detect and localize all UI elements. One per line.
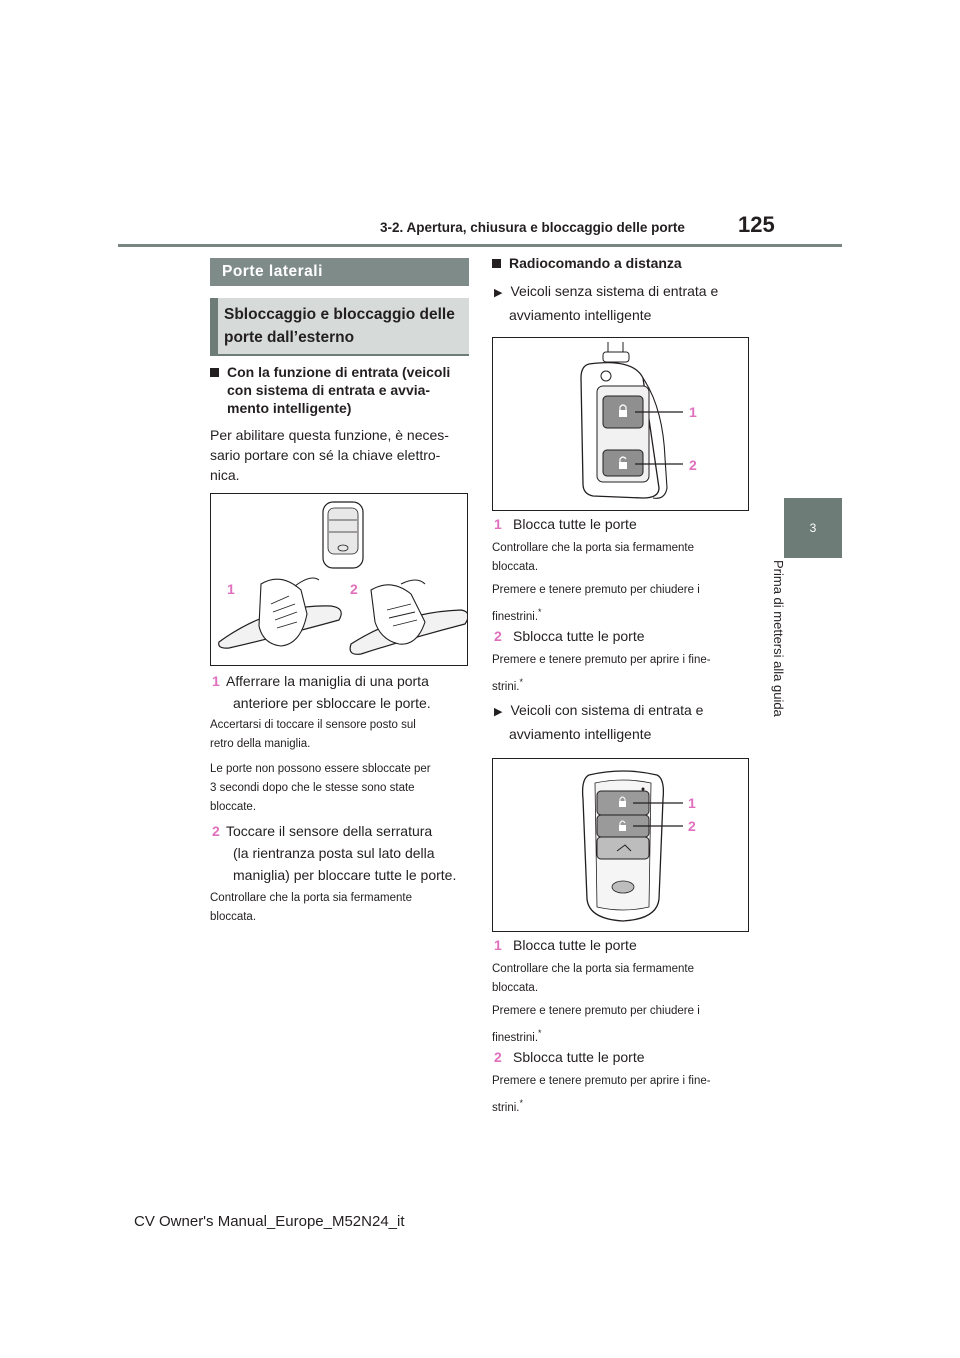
remote-a-step-1 <box>494 513 754 535</box>
sub-heading-text: Veicoli senza sistema di entrata e <box>510 283 719 299</box>
note-line: strini. <box>492 680 520 693</box>
note-line: Controllare che la porta sia fermamente <box>492 542 694 554</box>
sub-heading-text: Veicoli con sistema di entrata e <box>510 702 704 718</box>
footer-text: CV Owner's Manual_Europe_M52N24_it <box>134 1213 405 1230</box>
intro-line: Per abilitare questa funzione, è neces- <box>210 427 449 443</box>
step-text: Sblocca tutte le porte <box>513 1049 645 1065</box>
step-1-note-2 <box>210 760 472 817</box>
step-text: maniglia) per bloccare tutte le porte. <box>233 867 457 883</box>
footnote-marker: * <box>519 677 523 687</box>
remote-a-note-2 <box>492 581 754 629</box>
note-line: 3 secondi dopo che le stesse sono state <box>210 782 415 794</box>
step-text: anteriore per sbloccare le porte. <box>233 695 431 711</box>
sub-heading-no-smart <box>494 280 754 326</box>
subsection-title-line: porte dall’esterno <box>224 329 355 346</box>
condition-line: con sistema di entrata e avvia- <box>227 382 431 398</box>
note-line: finestrini. <box>492 1031 539 1044</box>
step-text: (la rientranza posta sul lato della <box>233 845 435 861</box>
flip-key-figure <box>492 337 749 511</box>
header-rule <box>118 244 842 247</box>
figure-callout-2: 2 <box>350 581 358 597</box>
page-number: 125 <box>738 212 775 237</box>
step-number: 2 <box>494 1049 502 1065</box>
footnote-marker: * <box>538 1028 542 1038</box>
footnote-marker: * <box>519 1098 523 1108</box>
smart-key-illustration <box>493 759 748 931</box>
remote-a-step-2 <box>494 625 754 647</box>
intro-line: nica. <box>210 467 240 483</box>
chapter-tab-number[interactable]: 3 <box>784 498 842 558</box>
step-1-note-1 <box>210 716 472 754</box>
intro-paragraph <box>210 425 472 485</box>
step-number: 1 <box>212 673 220 689</box>
step-2 <box>212 820 474 886</box>
note-line: Accertarsi di toccare il sensore posto sul <box>210 719 416 731</box>
remote-b-note-1 <box>492 960 754 998</box>
note-line: bloccata. <box>210 911 257 923</box>
step-text: Afferrare la maniglia di una porta <box>226 673 429 689</box>
square-bullet-icon <box>210 368 219 377</box>
condition-line: Con la funzione di entrata (veicoli <box>227 364 451 380</box>
step-text: Blocca tutte le porte <box>513 937 637 953</box>
step-number: 1 <box>494 516 502 532</box>
remote-a-note-1 <box>492 539 754 577</box>
figure-callout-1: 1 <box>688 795 696 811</box>
remote-heading <box>492 254 752 272</box>
figure-callout-1: 1 <box>227 581 235 597</box>
note-line: finestrini. <box>492 610 539 623</box>
note-line: bloccata. <box>492 561 539 573</box>
smart-key-figure <box>492 758 749 932</box>
note-line: Premere e tenere premuto per aprire i fine- <box>492 654 711 666</box>
section-band-title: Porte laterali <box>210 258 469 286</box>
condition-line: mento intelligente) <box>227 400 352 416</box>
flip-key-illustration <box>493 338 748 510</box>
step-text: Sblocca tutte le porte <box>513 628 645 644</box>
sub-heading-text: avviamento intelligente <box>509 307 652 323</box>
remote-a-note-3 <box>492 651 754 699</box>
condition-heading <box>210 363 472 417</box>
remote-heading-text: Radiocomando a distanza <box>509 255 682 271</box>
figure-callout-1: 1 <box>689 404 697 420</box>
note-line: Premere e tenere premuto per chiudere i <box>492 1005 700 1017</box>
intro-line: sario portare con sé la chiave elettro- <box>210 447 441 463</box>
door-handle-figure <box>210 493 468 666</box>
triangle-bullet-icon: ▶ <box>494 287 503 299</box>
step-text: Toccare il sensore della serratura <box>226 823 433 839</box>
remote-b-step-2 <box>494 1046 754 1068</box>
note-line: retro della maniglia. <box>210 738 311 750</box>
footnote-marker: * <box>538 607 542 617</box>
sub-heading-smart <box>494 699 754 745</box>
subsection-title <box>210 298 469 354</box>
note-line: Premere e tenere premuto per chiudere i <box>492 584 700 596</box>
door-handle-illustration <box>211 494 467 665</box>
remote-b-note-2 <box>492 1002 754 1050</box>
square-bullet-icon <box>492 259 501 268</box>
note-line: bloccate. <box>210 801 257 813</box>
subsection-rule <box>210 354 469 356</box>
remote-b-note-3 <box>492 1072 754 1120</box>
step-2-note <box>210 889 472 927</box>
chapter-tab-title-text: Prima di mettersi alla guida <box>771 560 786 717</box>
figure-callout-2: 2 <box>689 457 697 473</box>
remote-b-step-1 <box>494 934 754 956</box>
note-line: bloccata. <box>492 982 539 994</box>
figure-callout-2: 2 <box>688 818 696 834</box>
triangle-bullet-icon: ▶ <box>494 706 503 718</box>
note-line: Le porte non possono essere sbloccate per <box>210 763 431 775</box>
sub-heading-text: avviamento intelligente <box>509 726 652 742</box>
step-number: 1 <box>494 937 502 953</box>
note-line: strini. <box>492 1101 520 1114</box>
step-number: 2 <box>212 823 220 839</box>
step-1 <box>212 670 474 714</box>
subsection-title-line: Sbloccaggio e bloccaggio delle <box>224 306 455 323</box>
step-number: 2 <box>494 628 502 644</box>
running-header-section: 3-2. Apertura, chiusura e bloccaggio delle porte <box>380 220 685 235</box>
step-text: Blocca tutte le porte <box>513 516 637 532</box>
note-line: Controllare che la porta sia fermamente <box>492 963 694 975</box>
chapter-tab-title <box>770 560 818 740</box>
note-line: Controllare che la porta sia fermamente <box>210 892 412 904</box>
note-line: Premere e tenere premuto per aprire i fine- <box>492 1075 711 1087</box>
